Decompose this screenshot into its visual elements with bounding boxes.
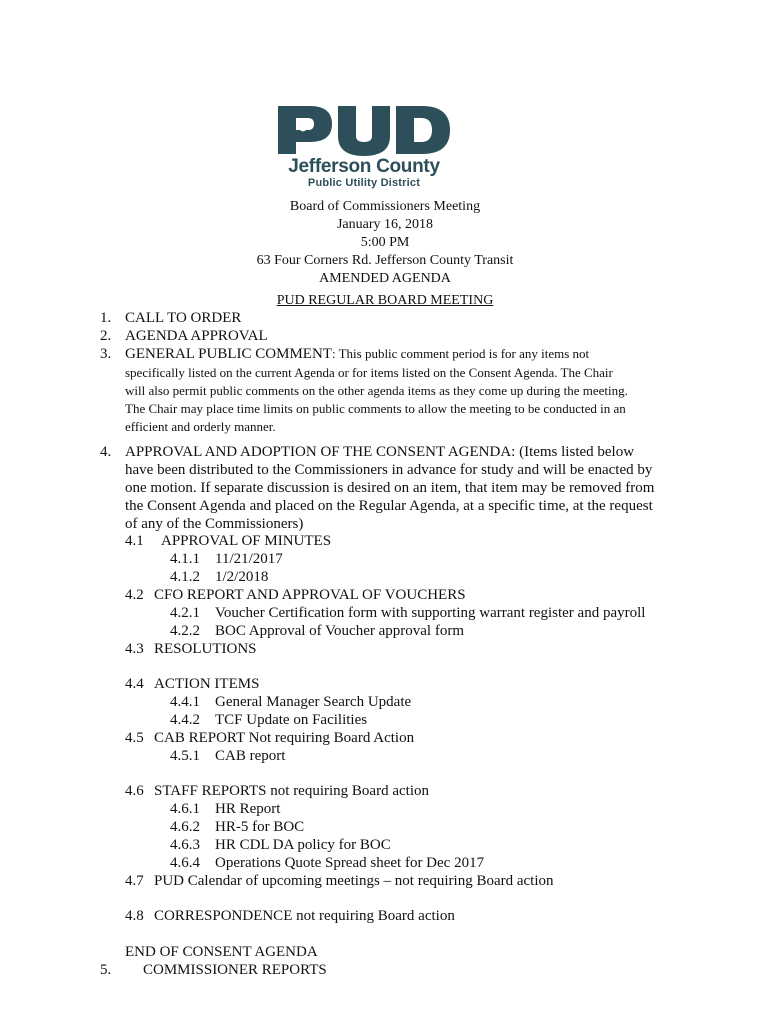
meeting-title: Board of Commissioners Meeting [289, 199, 481, 214]
sub-4-1-2-number: 4.1.2 [170, 569, 200, 585]
sub-4-5-1-text: CAB report [215, 748, 286, 764]
sub-4-6-3-text: HR CDL DA policy for BOC [215, 837, 391, 853]
item-3-line-2: will also permit public comments on the other agenda items as they come up during the meeting. [125, 383, 628, 398]
sub-4-6-4-number: 4.6.4 [170, 855, 200, 871]
sub-4-6-4-text: Operations Quote Spread sheet for Dec 2017 [215, 855, 485, 871]
meeting-time: 5:00 PM [360, 235, 410, 250]
sub-4-6-2-number: 4.6.2 [170, 819, 200, 835]
item-1-number: 1. [100, 310, 112, 326]
sub-4-2-text: CFO REPORT AND APPROVAL OF VOUCHERS [154, 587, 466, 603]
item-4-number: 4. [100, 444, 112, 460]
sub-4-1-text: APPROVAL OF MINUTES [161, 533, 332, 549]
logo-subtitle: Public Utility District [307, 177, 421, 189]
sub-4-3-number: 4.3 [125, 641, 144, 657]
sub-4-1-1-number: 4.1.1 [170, 551, 200, 567]
item-1-text: CALL TO ORDER [125, 310, 242, 326]
sub-4-1-1-text: 11/21/2017 [215, 551, 283, 567]
item-2-number: 2. [100, 328, 112, 344]
sub-4-6-2-text: HR-5 for BOC [215, 819, 305, 835]
sub-4-6-text: STAFF REPORTS not requiring Board action [154, 783, 429, 799]
sub-4-8-text: CORRESPONDENCE not requiring Board action [154, 908, 455, 924]
sub-4-2-number: 4.2 [125, 587, 144, 603]
sub-4-2-1-number: 4.2.1 [170, 605, 200, 621]
sub-4-4-text: ACTION ITEMS [154, 676, 260, 692]
item-2-text: AGENDA APPROVAL [125, 328, 268, 344]
end-consent-agenda: END OF CONSENT AGENDA [125, 944, 318, 960]
item-3-first-line [125, 345, 589, 363]
sub-4-7-text: PUD Calendar of upcoming meetings – not requiring Board action [154, 873, 554, 889]
section-title: PUD REGULAR BOARD MEETING [276, 293, 494, 308]
item-5-text: COMMISSIONER REPORTS [143, 962, 327, 978]
item-3-line-4: efficient and orderly manner. [125, 419, 276, 434]
agenda-type: AMENDED AGENDA [319, 271, 451, 286]
sub-4-5-text: CAB REPORT Not requiring Board Action [154, 730, 415, 746]
sub-4-1-2-text: 1/2/2018 [215, 569, 269, 585]
sub-4-6-3-number: 4.6.3 [170, 837, 200, 853]
sub-4-8-number: 4.8 [125, 908, 144, 924]
sub-4-6-1-number: 4.6.1 [170, 801, 200, 817]
item-3-line-3: The Chair may place time limits on public comments to allow the meeting to be conducted in an [125, 401, 626, 416]
sub-4-2-2-text: BOC Approval of Voucher approval form [215, 623, 464, 639]
sub-4-4-1-number: 4.4.1 [170, 694, 200, 710]
sub-4-5-number: 4.5 [125, 730, 144, 746]
item-4-line-2: one motion. If separate discussion is desired on an item, that item may be removed from [125, 480, 655, 496]
item-3-title: GENERAL PUBLIC COMMENT [125, 346, 332, 362]
item-4-line-4: of any of the Commissioners) [125, 516, 304, 532]
item-4-line-3: the Consent Agenda and placed on the Regular Agenda, at a specific time, at the request [125, 498, 653, 514]
item-4-line-1: have been distributed to the Commissioners in advance for study and will be enacted by [125, 462, 653, 478]
item-3-line-1: specifically listed on the current Agenda or for items listed on the Consent Agenda. The Chair [125, 365, 613, 380]
item-5-number: 5. [100, 962, 112, 978]
sub-4-4-1-text: General Manager Search Update [215, 694, 412, 710]
sub-4-4-number: 4.4 [125, 676, 144, 692]
sub-4-4-2-number: 4.4.2 [170, 712, 200, 728]
item-3-number: 3. [100, 346, 112, 362]
sub-4-5-1-number: 4.5.1 [170, 748, 200, 764]
sub-4-2-2-number: 4.2.2 [170, 623, 200, 639]
sub-4-3-text: RESOLUTIONS [154, 641, 257, 657]
item-4-line-0: APPROVAL AND ADOPTION OF THE CONSENT AGENDA: (Items listed below [125, 444, 635, 460]
sub-4-6-1-text: HR Report [215, 801, 281, 817]
sub-4-2-1-text: Voucher Certification form with supporting warrant register and payroll [215, 605, 646, 621]
sub-4-1-number: 4.1 [125, 533, 144, 549]
sub-4-6-number: 4.6 [125, 783, 144, 799]
pud-logo-mark [276, 104, 452, 156]
sub-4-7-number: 4.7 [125, 873, 144, 889]
meeting-date: January 16, 2018 [336, 217, 434, 232]
item-3-line-0: : This public comment period is for any items not [331, 346, 590, 361]
meeting-location: 63 Four Corners Rd. Jefferson County Transit [256, 253, 514, 268]
sub-4-4-2-text: TCF Update on Facilities [215, 712, 368, 728]
logo-name: Jefferson County [288, 156, 440, 177]
